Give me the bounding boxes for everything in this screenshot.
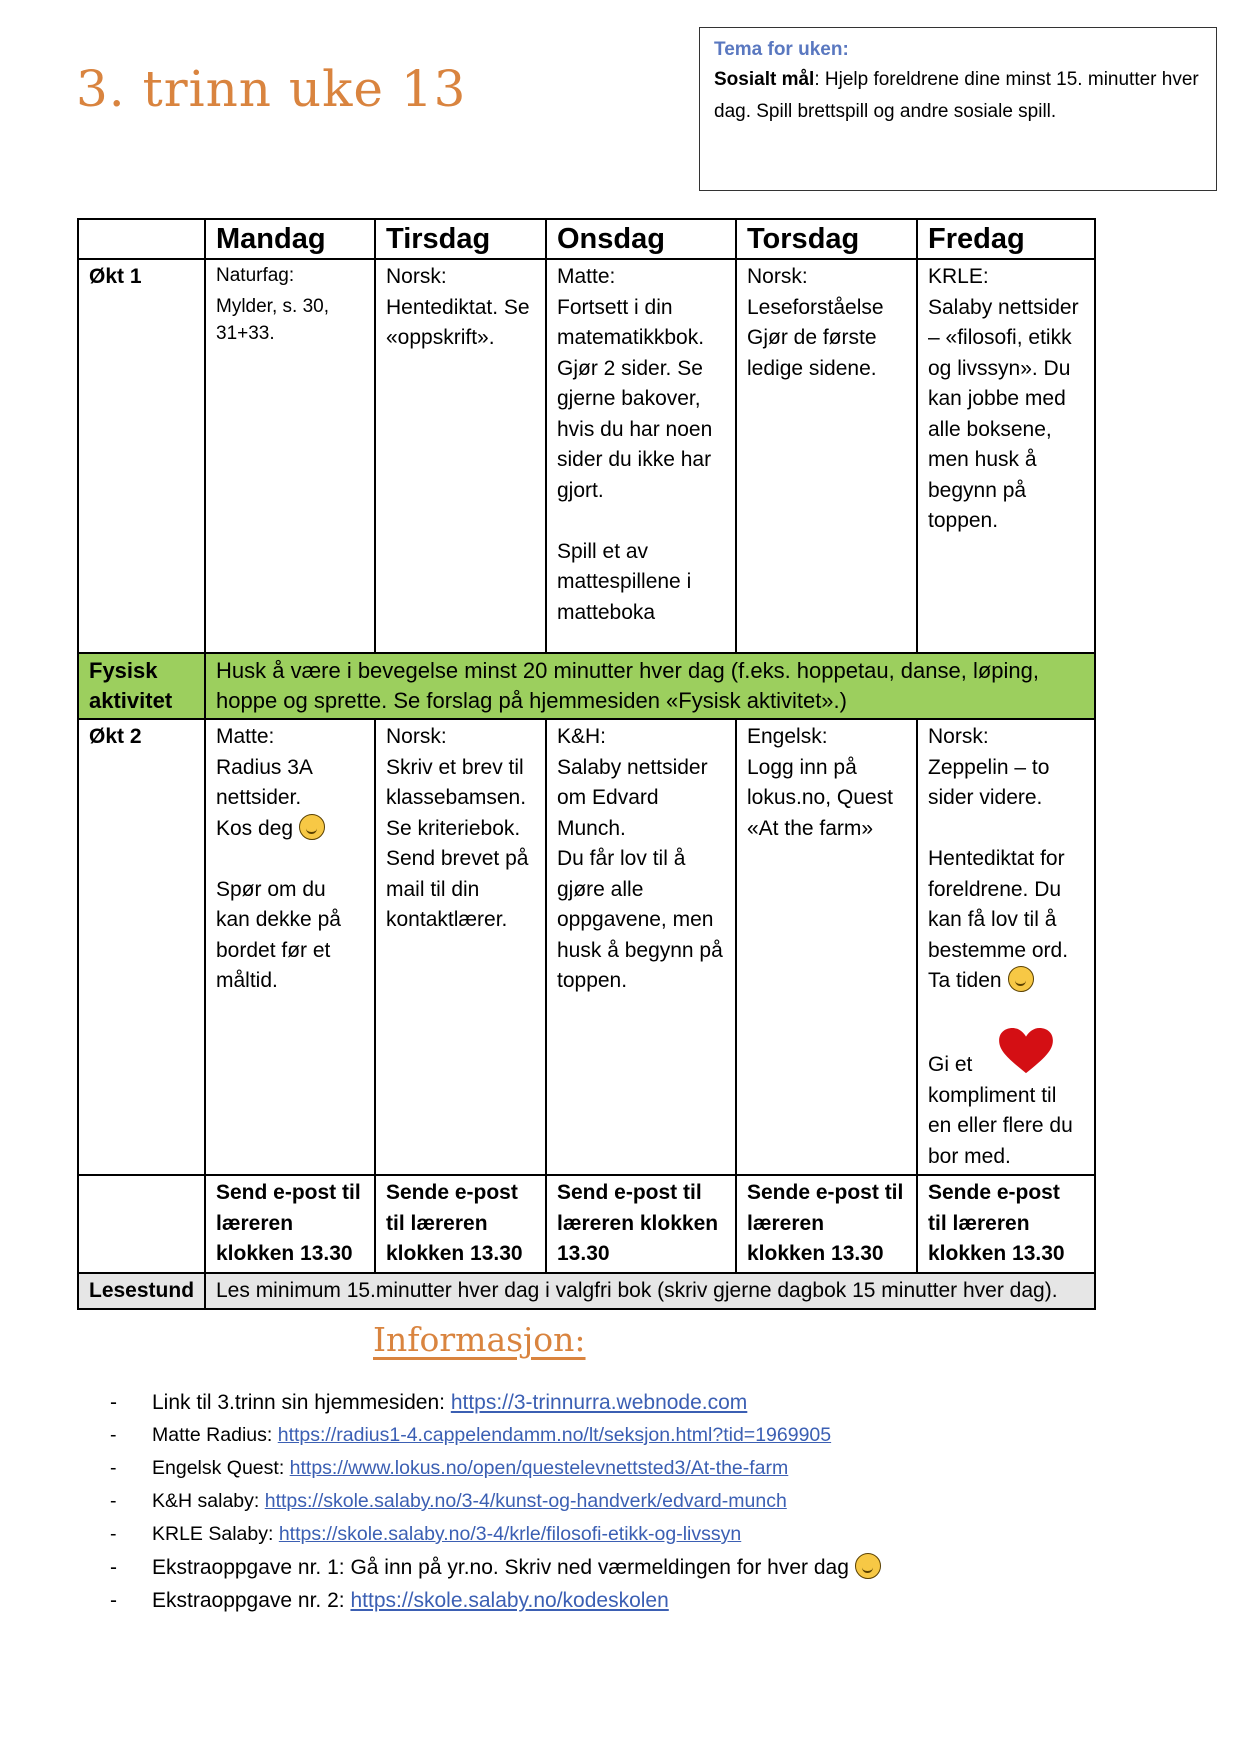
cell-text [557, 506, 725, 537]
info-label: Engelsk Quest: [152, 1457, 290, 1479]
info-list [110, 1386, 881, 1617]
task-cell [375, 719, 546, 1175]
row-label: Økt 1 [78, 259, 205, 653]
cell-text: Kos deg [216, 814, 364, 845]
info-label: Link til 3.trinn sin hjemmesiden: [152, 1391, 451, 1414]
cell-text [928, 814, 1084, 845]
info-item [110, 1419, 881, 1452]
smiling-face-icon [855, 1553, 881, 1579]
theme-body: : Hjelp foreldrene dine minst 15. minutter hver dag. Spill brettspill og andre sosiale spill. [714, 69, 1199, 122]
send-email-cell: Sende e-post til læreren klokken 13.30 [917, 1175, 1095, 1273]
day-header: Torsdag [736, 219, 917, 259]
row-label: Økt 2 [78, 719, 205, 1175]
task-cell [736, 259, 917, 653]
task-cell [917, 719, 1095, 1175]
info-label: Matte Radius: [152, 1424, 278, 1446]
cell-text: Spør om du kan dekke på bordet før et måltid. [216, 877, 341, 992]
cell-text: Mylder, s. 30, 31+33. [216, 295, 329, 344]
cell-text: Radius 3A nettsider. [216, 755, 312, 809]
cell-text: Naturfag: [216, 265, 295, 286]
cell-text: Norsk: [386, 725, 447, 748]
cell-text: Norsk: [928, 725, 989, 748]
send-email-cell: Sende e-post til læreren klokken 13.30 [375, 1175, 546, 1273]
info-label: Ekstraoppgave nr. 1: Gå inn på yr.no. Skriv ned værmeldingen for hver dag [152, 1556, 849, 1579]
reading-text: Les minimum 15.minutter hver dag i valgfri bok (skriv gjerne dagbok 15 minutter hver dag). [205, 1273, 1095, 1310]
cell-text: KRLE: [928, 265, 989, 288]
physical-activity-text: Husk å være i bevegelse minst 20 minutter hver dag (f.eks. hoppetau, danse, løping, hoppe og sprette. Se forslag på hjemmesiden «Fysisk aktivitet».) [205, 653, 1095, 719]
info-item [110, 1485, 881, 1518]
info-label: KRLE Salaby: [152, 1523, 279, 1545]
day-header: Onsdag [546, 219, 736, 259]
info-label: K&H salaby: [152, 1490, 265, 1512]
quest-link[interactable]: https://www.lokus.no/open/questelevnettsted3/At-the-farm [289, 1457, 789, 1479]
cell-text: Matte: [216, 725, 275, 748]
red-heart-icon [996, 1027, 1056, 1075]
bullet-dash: - [110, 1424, 117, 1446]
smiling-face-icon [1008, 966, 1034, 992]
bullet-dash: - [110, 1457, 117, 1479]
cell-text: Leseforståelse Gjør de første ledige sidene. [747, 295, 884, 380]
cell-text: Gi et [928, 1027, 1084, 1081]
row-label: Lesestund [78, 1273, 205, 1310]
send-email-cell: Send e-post til læreren klokken 13.30 [205, 1175, 375, 1273]
cell-text: Skriv et brev til klassebamsen. Se kriteriebok. Send brevet på mail til din kontaktlærer. [386, 755, 529, 931]
info-label: Ekstraoppgave nr. 2: [152, 1589, 351, 1612]
info-item [110, 1386, 881, 1419]
kh-salaby-link[interactable]: https://skole.salaby.no/3-4/kunst-og-handverk/edvard-munch [264, 1490, 787, 1512]
cell-text: Fortsett i din matematikkbok. Gjør 2 sider. Se gjerne bakover, hvis du har noen sider du ikke har gjort. [557, 295, 713, 502]
info-heading: Informasjon: [373, 1320, 586, 1359]
send-email-cell: Send e-post til læreren klokken 13.30 [546, 1175, 736, 1273]
homepage-link[interactable]: https://3-trinnurra.webnode.com [450, 1391, 748, 1414]
cell-text [216, 844, 364, 875]
session-2-row [78, 719, 1095, 1175]
bullet-dash: - [110, 1589, 117, 1612]
theme-text [714, 64, 1202, 128]
cell-text: Salaby nettsider – «filosofi, etikk og livssyn». Du kan jobbe med alle boksene, men husk å begynn på toppen. [928, 295, 1079, 532]
corner-cell [78, 219, 205, 259]
info-item [110, 1551, 881, 1584]
task-cell [205, 719, 375, 1175]
cell-text: Du får lov til å gjøre alle oppgavene, men husk å begynn på toppen. [557, 847, 723, 992]
info-item [110, 1518, 881, 1551]
cell-text [928, 997, 1084, 1028]
cell-text: kompliment til en eller flere du bor med. [928, 1083, 1073, 1168]
info-item [110, 1452, 881, 1485]
day-header: Mandag [205, 219, 375, 259]
bullet-dash: - [110, 1556, 117, 1579]
task-cell [375, 259, 546, 653]
task-cell [205, 259, 375, 653]
cell-text: Logg inn på lokus.no, Quest «At the farm» [747, 755, 893, 840]
task-cell [546, 259, 736, 653]
kodeskolen-link[interactable]: https://skole.salaby.no/kodeskolen [350, 1589, 669, 1612]
task-cell [917, 259, 1095, 653]
reading-row [78, 1273, 1095, 1310]
cell-text: Spill et av mattespillene i matteboka [557, 539, 692, 624]
cell-text: Norsk: [386, 265, 447, 288]
theme-label: Sosialt mål [714, 69, 815, 90]
radius-link[interactable]: https://radius1-4.cappelendamm.no/lt/seksjon.html?tid=1969905 [277, 1424, 832, 1446]
theme-box [699, 27, 1217, 191]
row-label [78, 1175, 205, 1273]
cell-text: Salaby nettsider om Edvard Munch. [557, 755, 708, 840]
day-header: Tirsdag [375, 219, 546, 259]
header-row [78, 219, 1095, 259]
row-label: Fysisk aktivitet [78, 653, 205, 719]
cell-text: Hentediktat. Se «oppskrift». [386, 295, 530, 349]
cell-text: Matte: [557, 265, 616, 288]
cell-text: Hentediktat for foreldrene. Du kan få lov til å bestemme ord. [928, 847, 1069, 962]
cell-text: K&H: [557, 725, 607, 748]
bullet-dash: - [110, 1523, 117, 1545]
cell-text: Norsk: [747, 265, 808, 288]
page-title: 3. trinn uke 13 [76, 60, 467, 118]
task-cell [736, 719, 917, 1175]
bullet-dash: - [110, 1490, 117, 1512]
task-cell [546, 719, 736, 1175]
day-header: Fredag [917, 219, 1095, 259]
send-email-cell: Sende e-post til læreren klokken 13.30 [736, 1175, 917, 1273]
smiling-face-icon [299, 814, 325, 840]
krle-salaby-link[interactable]: https://skole.salaby.no/3-4/krle/filosofi-etikk-og-livssyn [278, 1523, 742, 1545]
theme-heading: Tema for uken: [714, 39, 849, 60]
send-email-row [78, 1175, 1095, 1273]
session-1-row [78, 259, 1095, 653]
cell-text: Engelsk: [747, 725, 828, 748]
weekly-plan-table [77, 218, 1096, 1310]
bullet-dash: - [110, 1391, 117, 1414]
cell-text: Zeppelin – to sider videre. [928, 755, 1050, 809]
info-item [110, 1584, 881, 1617]
cell-text: Ta tiden [928, 966, 1084, 997]
physical-activity-row [78, 653, 1095, 719]
